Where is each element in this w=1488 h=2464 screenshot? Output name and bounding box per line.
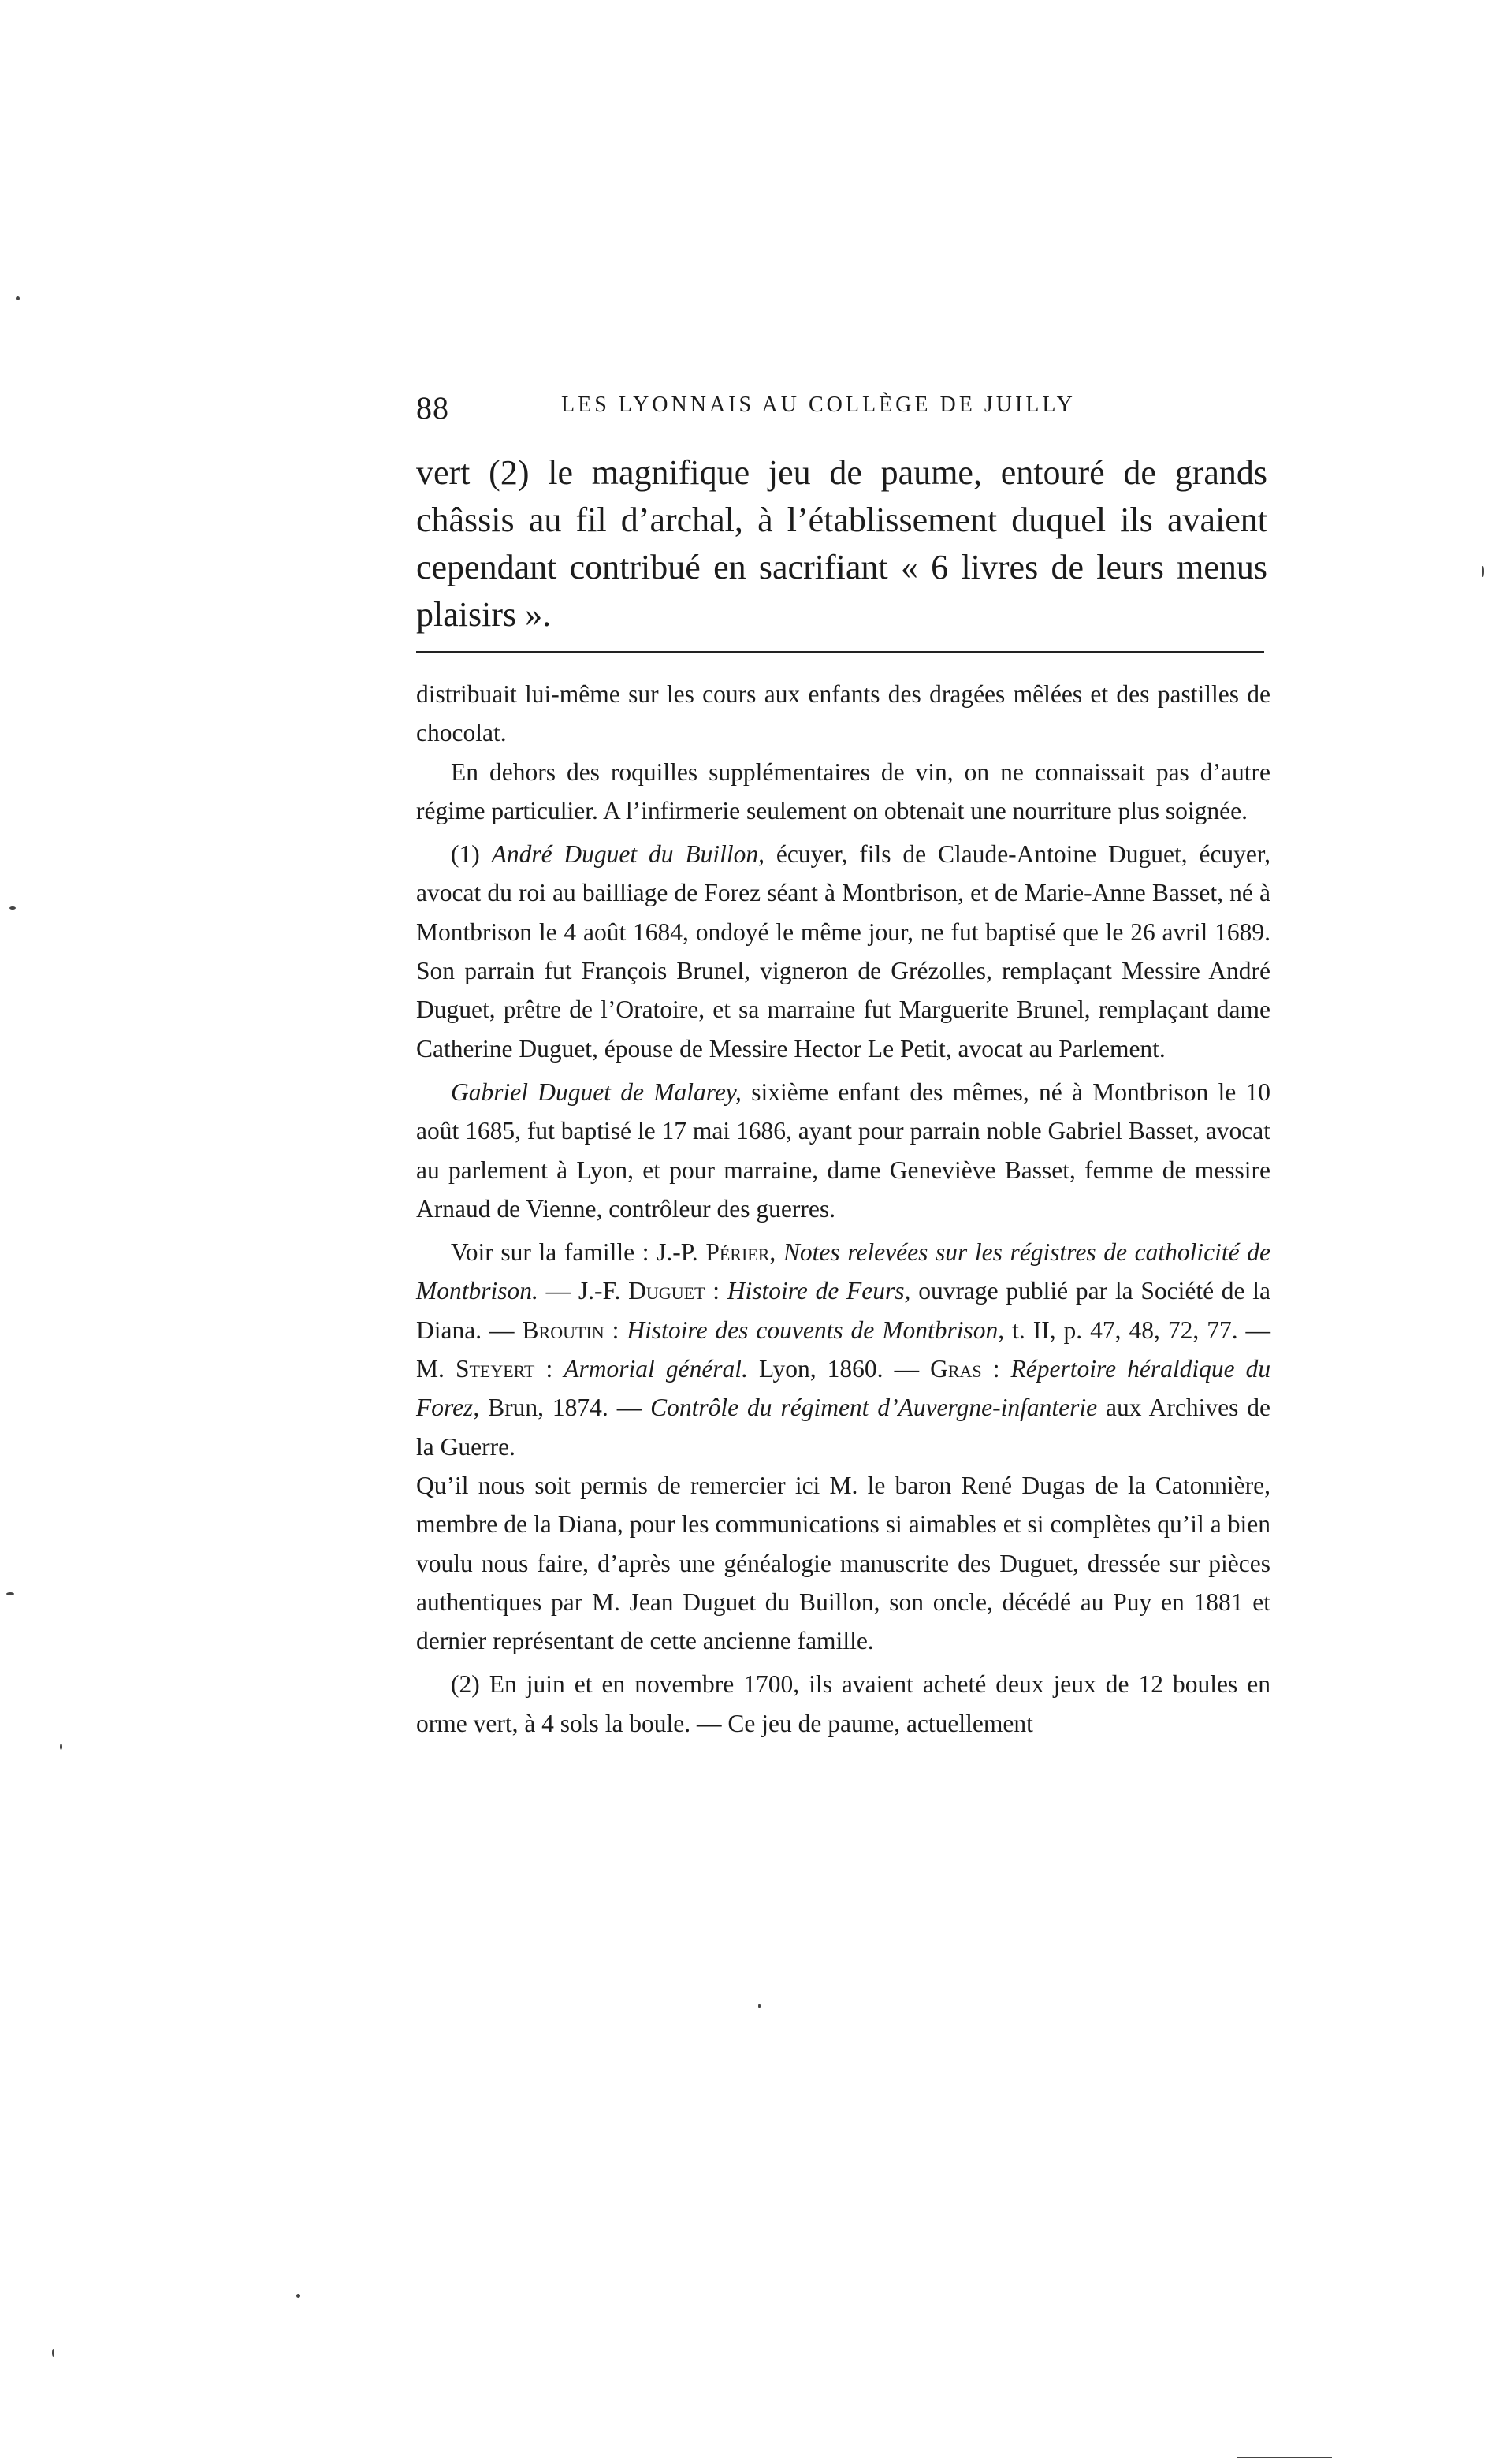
main-paragraph: vert (2) le magnifique jeu de paume, entouré de grands châssis au fil d’archal, à l’établissement duquel ils avaient cependant contribué en sacrifiant « 6 livres de leurs menus plaisirs ». (416, 453, 1267, 634)
running-title: LES LYONNAIS AU COLLÈGE DE JUILLY (561, 393, 1076, 417)
biblio-rest-feurs: ouvrage publié par la Société de la Diana. — (416, 1277, 1271, 1344)
acknowledgement: Qu’il nous soit permis de remercier ici M. le baron René Dugas de la Catonnière, membre de la Diana, pour les communications si aimables et si complètes qu’il a bien voulu nous faire, d’après une généalogie manuscrite des Duguet, dressée sur pièces authentiques par M. Jean Duguet du Buillon, son oncle, décédé au Puy en 1881 et dernier représentant de cette ancienne famille. (416, 1471, 1270, 1655)
footnote-1-marker: (1) (451, 840, 480, 869)
footnote-2: (2) En juin et en novembre 1700, ils avaient acheté deux jeux de 12 boules en orme vert, à 4 sols la boule. — Ce jeu de paume, actuellement (416, 1670, 1270, 1737)
footnote-rule (416, 651, 1264, 653)
scan-speck (9, 906, 16, 910)
scan-speck (1237, 2457, 1332, 2458)
biblio-intro: Voir sur la famille : (451, 1238, 649, 1267)
scan-speck (758, 2004, 761, 2008)
biblio-author-duguet: J.-F. Duguet : (578, 1277, 720, 1305)
biblio-author-broutin: Broutin : (522, 1316, 619, 1344)
note-continuation: distribuait lui-même sur les cours aux enfants des dragées mêlées et des pastilles de chocolat. (416, 680, 1270, 747)
biblio-title-feurs: Histoire de Feurs, (727, 1277, 911, 1305)
biblio-author-gras: Gras : (930, 1355, 1000, 1383)
biblio-title-repertoire: Répertoire héraldique du Forez, (416, 1355, 1271, 1422)
scan-speck (16, 296, 20, 300)
running-head (416, 383, 1267, 430)
biblio-title-couvents: Histoire des couvents de Montbrison, (627, 1316, 1005, 1344)
footnote-1 (416, 835, 1270, 1068)
footnote-1-text: écuyer, fils de Claude-Antoine Duguet, écuyer, avocat du roi au bailliage de Forez séant à Montbrison, et de Marie-Anne Basset, né à Montbrison le 4 août 1684, ondoyé le même jour, ne fut baptisé que le 26 avril 1689. Son parrain fut François Brunel, vigneron de Grézolles, remplaçant Messire André Duguet, prêtre de l’Oratoire, et sa marraine fut Marguerite Brunel, remplaçant dame Catherine Duguet, épouse de Messire Hector Le Petit, avocat au Parlement. (416, 840, 1271, 1063)
biblio-rest-repertoire: Brun, 1874. — (488, 1394, 642, 1422)
footnote-1-name: André Duguet du Buillon, (491, 840, 764, 869)
bibliography (416, 1233, 1270, 1466)
biblio-title-controle: Contrôle du régiment d’Auvergne-infanterie (650, 1394, 1098, 1422)
gabriel-name: Gabriel Duguet de Malarey, (451, 1078, 742, 1106)
biblio-title-perier: Notes relevées sur les régistres de catholicité de Montbrison. (416, 1238, 1270, 1305)
gabriel-text: sixième enfant des mêmes, né à Montbrison le 10 août 1685, fut baptisé le 17 mai 1686, ayant pour parrain noble Gabriel Basset, avocat au parlement à Lyon, et pour marraine, dame Geneviève Basset, femme de messire Arnaud de Vienne, contrôleur des guerres. (416, 1078, 1270, 1223)
biblio-author-perier: J.-P. Périer, (657, 1238, 776, 1267)
note-paragraph-regime: En dehors des roquilles supplémentaires de vin, on ne connaissait pas d’autre régime particulier. A l’infirmerie seulement on obtenait une nourriture plus soignée. (416, 757, 1270, 824)
scan-speck (296, 2294, 300, 2298)
scan-speck (1482, 566, 1484, 577)
scan-speck (52, 2349, 54, 2357)
biblio-rest-armorial: Lyon, 1860. — (759, 1355, 920, 1383)
biblio-sep: — (545, 1277, 571, 1305)
footnote-1-gabriel (416, 1073, 1270, 1228)
scan-speck (6, 1592, 14, 1595)
biblio-rest-couvents: t. II, p. 47, 48, 72, 77. — M. (416, 1316, 1271, 1383)
biblio-rest-controle: aux Archives de la Guerre. (416, 1394, 1271, 1461)
biblio-author-steyert: Steyert : (455, 1355, 553, 1383)
biblio-title-armorial: Armorial général. (564, 1355, 748, 1383)
page-number: 88 (416, 390, 449, 426)
footnotes (416, 675, 1270, 1743)
main-text (416, 449, 1267, 638)
scan-speck (60, 1744, 62, 1750)
